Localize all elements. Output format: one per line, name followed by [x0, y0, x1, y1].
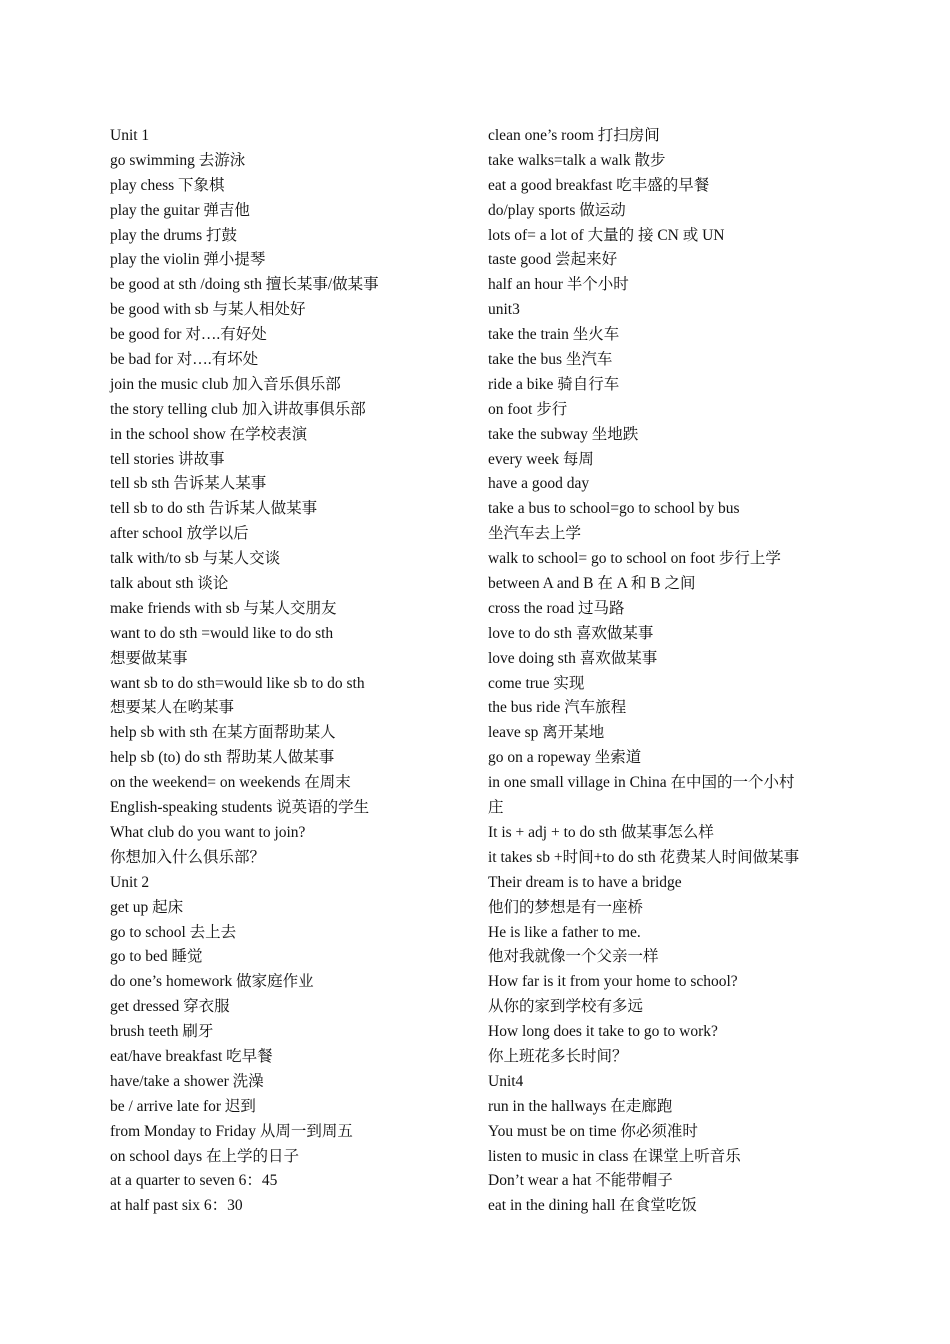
- vocab-line: How far is it from your home to school?: [488, 973, 738, 991]
- vocab-line: help sb (to) do sth 帮助某人做某事: [110, 749, 335, 767]
- vocab-line: unit3: [488, 301, 520, 319]
- vocab-line: Unit 1: [110, 127, 150, 144]
- vocab-line: love to do sth 喜欢做某事: [488, 624, 654, 642]
- vocab-line: help sb with sth 在某方面帮助某人: [110, 724, 336, 742]
- vocab-line: brush teeth 刷牙: [110, 1023, 214, 1041]
- vocab-line: Unit4: [488, 1072, 524, 1090]
- vocab-line: every week 每周: [488, 450, 594, 468]
- vocab-line: the story telling club 加入讲故事俱乐部: [110, 400, 366, 418]
- vocab-line: 想要做某事: [110, 649, 188, 667]
- vocab-line: How long does it take to go to work?: [488, 1023, 718, 1041]
- vocab-line: run in the hallways 在走廊跑: [488, 1097, 673, 1115]
- vocab-line: take the bus 坐汽车: [488, 351, 613, 369]
- vocab-line: 想要某人在哟某事: [110, 699, 235, 717]
- vocab-line: 你上班花多长时间？: [488, 1047, 628, 1065]
- vocab-line: eat in the dining hall 在食堂吃饭: [488, 1197, 697, 1215]
- vocab-line: get dressed 穿衣服: [110, 998, 230, 1016]
- vocab-line: play chess 下象棋: [110, 176, 225, 194]
- vocab-line: Don’t wear a hat 不能带帽子: [488, 1172, 673, 1190]
- right-column: [488, 124, 838, 1219]
- vocab-line: play the guitar 弹吉他: [110, 201, 250, 219]
- vocab-line: talk with/to sb 与某人交谈: [110, 550, 281, 568]
- vocab-line: want sb to do sth=would like sb to do sth: [110, 674, 365, 692]
- vocab-line: taste good 尝起来好: [488, 251, 618, 269]
- vocab-line: play the drums 打鼓: [110, 226, 237, 244]
- vocab-line: take the train 坐火车: [488, 326, 620, 344]
- vocab-line: do one’s homework 做家庭作业: [110, 973, 314, 991]
- vocab-line: 他们的梦想是有一座桥: [488, 898, 644, 916]
- vocab-line: talk about sth 谈论: [110, 575, 229, 593]
- vocab-line: cross the road 过马路: [488, 599, 625, 617]
- left-column: [110, 124, 480, 1219]
- vocab-line: the bus ride 汽车旅程: [488, 699, 627, 717]
- vocab-line: Their dream is to have a bridge: [488, 873, 682, 891]
- vocab-line: be good at sth /doing sth 擅长某事/做某事: [110, 276, 379, 294]
- vocab-line: What club do you want to join?: [110, 823, 306, 841]
- vocab-line: You must be on time 你必须准时: [488, 1122, 698, 1140]
- vocab-line: He is like a father to me.: [488, 923, 641, 941]
- vocab-line: want to do sth =would like to do sth: [110, 624, 334, 642]
- vocab-line: listen to music in class 在课堂上听音乐: [488, 1147, 741, 1165]
- vocab-line: on the weekend= on weekends 在周末: [110, 774, 351, 792]
- vocab-line: be good for 对….有好处: [110, 326, 267, 344]
- vocab-line: play the violin 弹小提琴: [110, 251, 266, 269]
- vocab-line: lots of= a lot of 大量的 接 CN 或 UN: [488, 226, 725, 244]
- vocab-line: make friends with sb 与某人交朋友: [110, 599, 337, 617]
- vocab-line: be good with sb 与某人相处好: [110, 301, 306, 319]
- vocab-line: tell sb sth 告诉某人某事: [110, 475, 267, 493]
- vocab-line: it takes sb +时间+to do sth 花费某人时间做某事: [488, 848, 800, 866]
- vocab-line: on foot 步行: [488, 400, 568, 418]
- vocab-line: in the school show 在学校表演: [110, 425, 308, 443]
- vocab-line: English-speaking students 说英语的学生: [110, 799, 370, 817]
- vocab-line: leave sp 离开某地: [488, 724, 605, 742]
- vocab-line: on school days 在上学的日子: [110, 1147, 300, 1165]
- vocab-line: 从你的家到学校有多远: [488, 998, 644, 1016]
- vocab-line: between A and B 在 A 和 B 之间: [488, 575, 696, 593]
- vocab-line: 坐汽车去上学: [488, 525, 582, 543]
- vocab-line: Unit 2: [110, 873, 150, 891]
- vocab-line: ride a bike 骑自行车: [488, 375, 620, 393]
- vocab-line: love doing sth 喜欢做某事: [488, 649, 658, 667]
- vocab-line: be / arrive late for 迟到: [110, 1097, 256, 1115]
- vocab-line: go to bed 睡觉: [110, 948, 203, 966]
- vocab-line: walk to school= go to school on foot 步行上学: [488, 550, 781, 568]
- vocab-line: eat/have breakfast 吃早餐: [110, 1047, 273, 1065]
- vocab-line: go swimming 去游泳: [110, 151, 246, 169]
- vocab-line: 你想加入什么俱乐部？: [110, 848, 266, 866]
- vocab-line: go on a ropeway 坐索道: [488, 749, 642, 767]
- vocab-line: in one small village in China 在中国的一个小村: [488, 774, 795, 792]
- vocab-line: be bad for 对….有坏处: [110, 351, 259, 369]
- vocab-line: take the subway 坐地跌: [488, 425, 639, 443]
- vocab-line: have/take a shower 洗澡: [110, 1072, 264, 1090]
- vocab-line: have a good day: [488, 475, 590, 493]
- vocab-line: take walks=talk a walk 散步: [488, 151, 666, 169]
- vocab-line: from Monday to Friday 从周一到周五: [110, 1122, 353, 1140]
- vocab-line: take a bus to school=go to school by bus: [488, 500, 740, 518]
- vocab-line: come true 实现: [488, 674, 585, 692]
- vocab-line: after school 放学以后: [110, 525, 249, 543]
- vocab-line: get up 起床: [110, 898, 184, 916]
- vocab-line: 庄: [488, 799, 504, 817]
- vocab-line: go to school 去上去: [110, 923, 237, 941]
- vocab-line: eat a good breakfast 吃丰盛的早餐: [488, 176, 710, 194]
- vocab-line: half an hour 半个小时: [488, 276, 629, 294]
- vocab-line: tell stories 讲故事: [110, 450, 225, 468]
- vocab-line: at a quarter to seven 6：45: [110, 1172, 278, 1190]
- vocab-line: clean one’s room 打扫房间: [488, 127, 660, 144]
- vocab-line: at half past six 6：30: [110, 1197, 243, 1215]
- vocab-line: join the music club 加入音乐俱乐部: [110, 375, 341, 393]
- vocab-line: 他对我就像一个父亲一样: [488, 948, 659, 966]
- vocab-line: tell sb to do sth 告诉某人做某事: [110, 500, 318, 518]
- vocab-line: It is + adj + to do sth 做某事怎么样: [488, 823, 714, 841]
- vocab-line: do/play sports 做运动: [488, 201, 626, 219]
